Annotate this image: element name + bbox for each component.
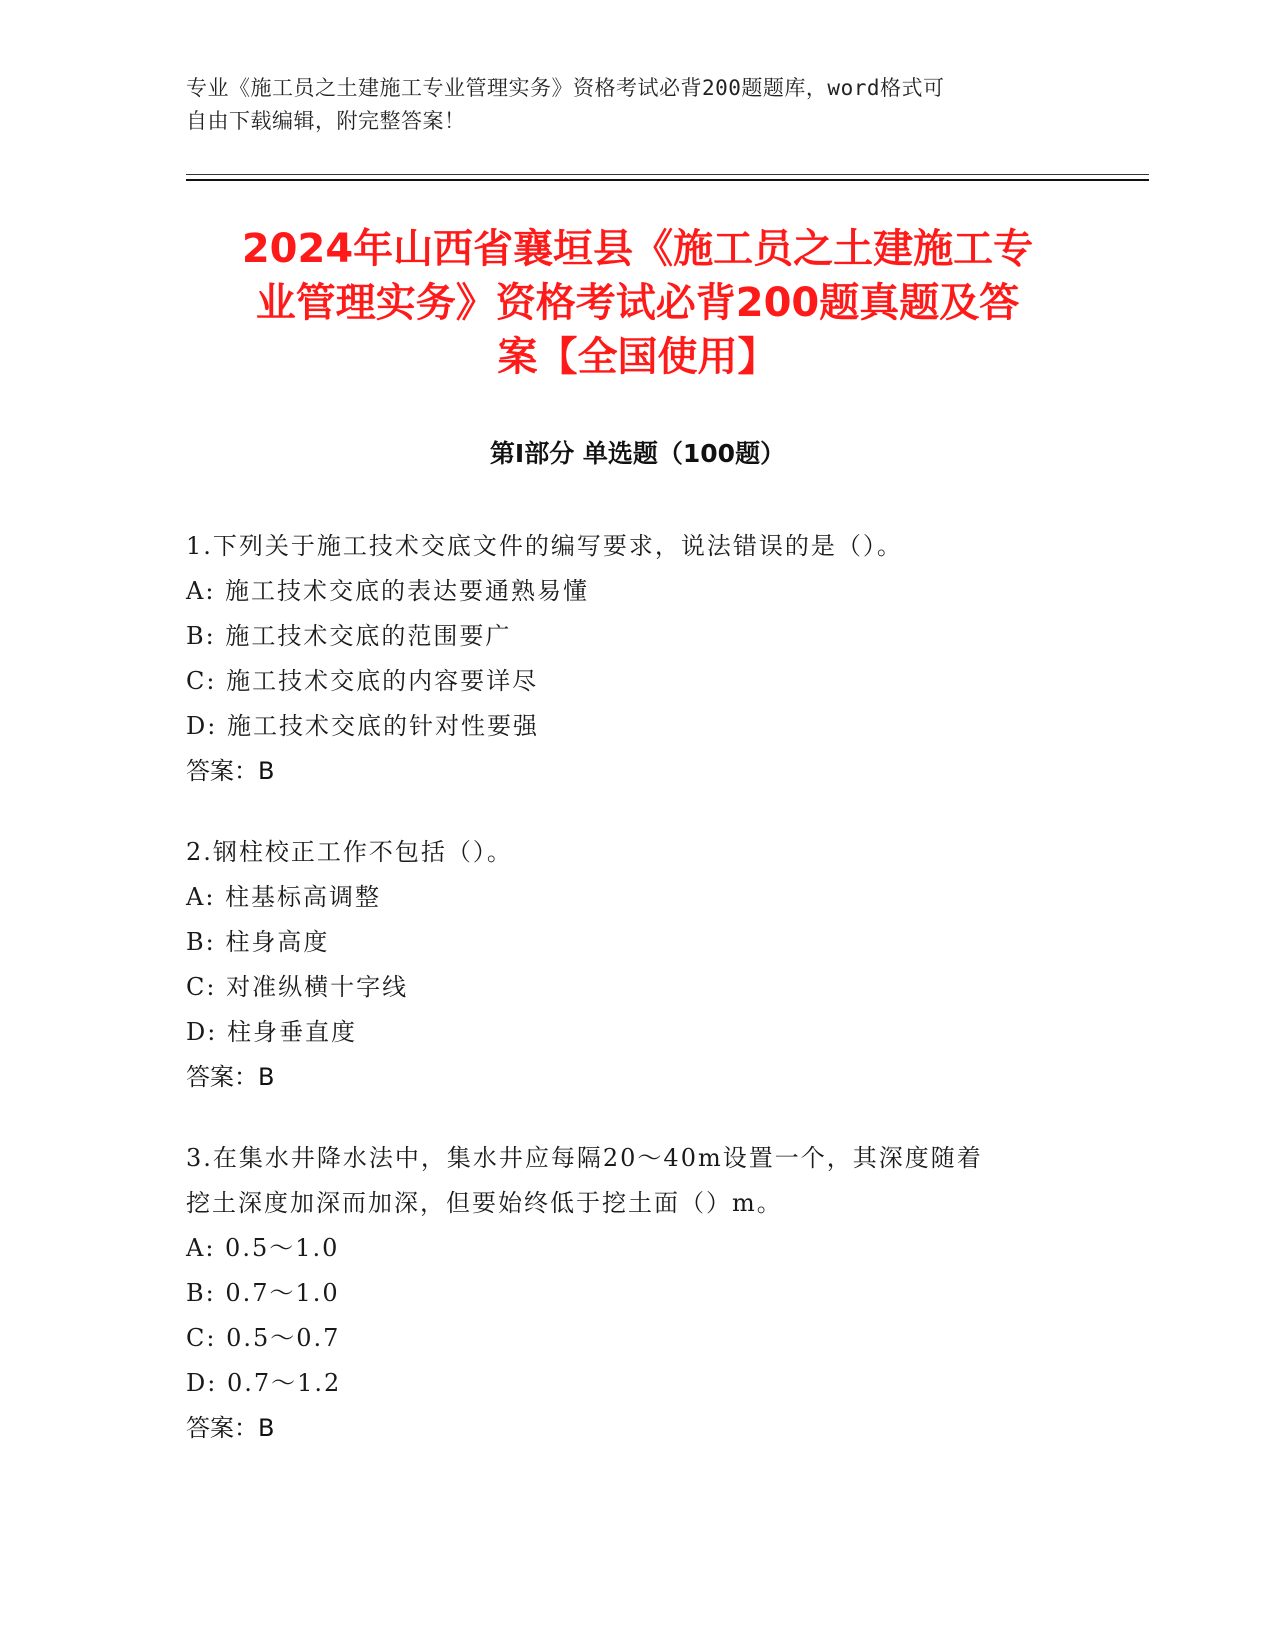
header-divider-thin xyxy=(186,174,1149,175)
option-b: B: 施工技术交底的范围要广 xyxy=(186,622,512,650)
question-stem-line-2: 挖土深度加深而加深，但要始终低于挖土面（）m。 xyxy=(186,1189,783,1217)
option-a: A: 柱基标高调整 xyxy=(186,883,382,911)
option-c: C: 施工技术交底的内容要详尽 xyxy=(186,667,539,695)
answer-line: 答案：B xyxy=(186,1063,275,1091)
option-b: B: 0.7～1.0 xyxy=(186,1279,340,1307)
option-b: B: 柱身高度 xyxy=(186,928,330,956)
question-stem: 2.钢柱校正工作不包括（）。 xyxy=(186,838,513,866)
document-title xyxy=(180,222,1095,384)
question-1 xyxy=(186,524,1076,794)
header-note-line-2: 自由下载编辑，附完整答案！ xyxy=(186,109,466,133)
question-stem-line-1: 3.在集水井降水法中，集水井应每隔20～40m设置一个，其深度随着 xyxy=(186,1144,983,1172)
option-d: D: 0.7～1.2 xyxy=(186,1369,342,1397)
answer-line: 答案：B xyxy=(186,757,275,785)
header-divider-thick xyxy=(186,179,1149,181)
question-list xyxy=(186,524,1076,1487)
header-note-line-1: 专业《施工员之土建施工专业管理实务》资格考试必背200题题库，word格式可 xyxy=(186,76,945,100)
option-a: A: 施工技术交底的表达要通熟易懂 xyxy=(186,577,590,605)
option-a: A: 0.5～1.0 xyxy=(186,1234,340,1262)
option-c: C: 对准纵横十字线 xyxy=(186,973,409,1001)
document-title-line-2: 业管理实务》资格考试必背200题真题及答 xyxy=(255,280,1020,326)
option-d: D: 柱身垂直度 xyxy=(186,1018,357,1046)
document-title-line-1: 2024年山西省襄垣县《施工员之土建施工专 xyxy=(241,226,1034,272)
question-2 xyxy=(186,830,1076,1100)
option-c: C: 0.5～0.7 xyxy=(186,1324,341,1352)
header-note xyxy=(186,72,1066,138)
section-heading: 第I部分 单选题（100题） xyxy=(489,439,786,468)
question-stem: 1.下列关于施工技术交底文件的编写要求，说法错误的是（）。 xyxy=(186,532,903,560)
option-d: D: 施工技术交底的针对性要强 xyxy=(186,712,539,740)
answer-line: 答案：B xyxy=(186,1414,275,1442)
document-title-line-3: 案【全国使用】 xyxy=(497,334,778,380)
question-3 xyxy=(186,1136,1076,1451)
